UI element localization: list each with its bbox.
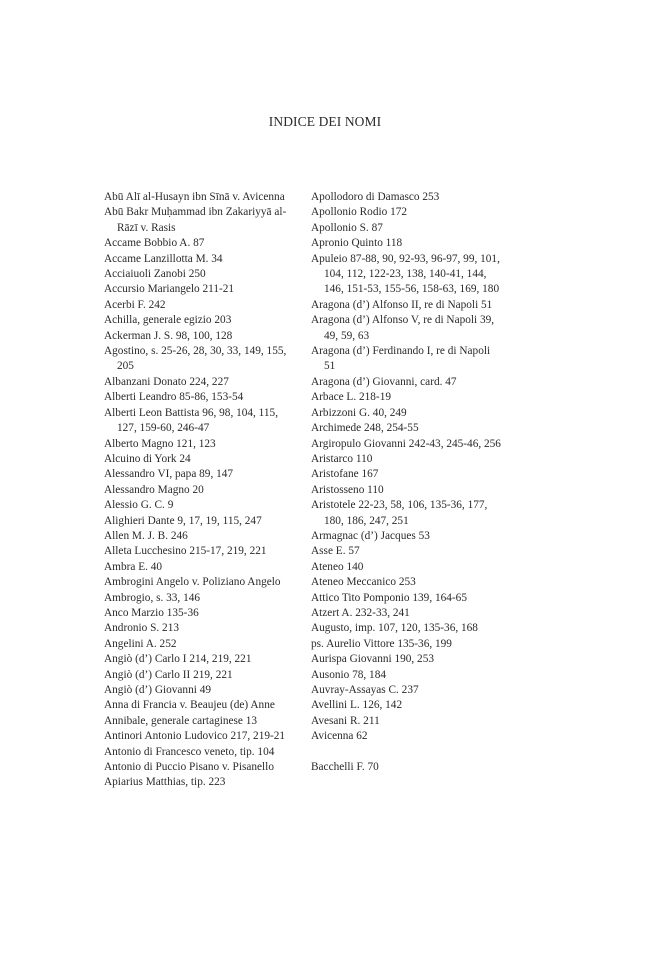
index-entry: Alessandro Magno 20 <box>104 483 204 496</box>
index-entry: Alleta Lucchesino 215-17, 219, 221 <box>104 545 267 558</box>
index-entry: Aristofane 167 <box>311 468 379 481</box>
index-entry: Accame Bobbio A. 87 <box>104 237 205 250</box>
index-entry: Antonio di Puccio Pisano v. Pisanello <box>104 761 274 774</box>
index-entry: Angiò (d’) Giovanni 49 <box>104 684 211 696</box>
index-entry: Apuleio 87-88, 90, 92-93, 96-97, 99, 101, 104, 112, 122-23, 138, 140-41, 144, 146, 151-53, 155-56, 158-63, 169, 180 <box>311 252 500 296</box>
index-entry: Aristosseno 110 <box>311 483 384 496</box>
index-entry: ps. Aurelio Vittore 135-36, 199 <box>311 637 452 650</box>
index-entry: Augusto, imp. 107, 120, 135-36, 168 <box>311 622 478 635</box>
index-entry: Accame Lanzillotta M. 34 <box>104 252 223 265</box>
index-entry: Abū Alī al-Husayn ibn Sīnā v. Avicenna <box>104 191 285 203</box>
index-entry: Achilla, generale egizio 203 <box>104 314 232 327</box>
index-entry: Bacchelli F. 70 <box>311 761 379 774</box>
index-entry: Ackerman J. S. 98, 100, 128 <box>104 329 233 342</box>
index-entry: Ateneo Meccanico 253 <box>311 576 416 589</box>
index-entry: Antonio di Francesco veneto, tip. 104 <box>104 745 275 758</box>
index-entry: Attico Tito Pomponio 139, 164-65 <box>311 591 467 604</box>
index-entry: Abū Bakr Muḥammad ibn Zakariyyā al-Rāzī v. Rasis <box>104 206 287 234</box>
index-entry: Avicenna 62 <box>311 730 368 743</box>
index-entry: Angiò (d’) Carlo I 214, 219, 221 <box>104 653 252 666</box>
index-entry: Ambrogini Angelo v. Poliziano Angelo <box>104 576 281 589</box>
index-entry: Accursio Mariangelo 211-21 <box>104 283 235 296</box>
index-entry: Apollonio Rodio 172 <box>311 206 408 219</box>
index-entry: Aragona (d’) Giovanni, card. 47 <box>311 375 457 388</box>
index-entry: Allen M. J. B. 246 <box>104 529 188 542</box>
index-entry: Avesani R. 211 <box>311 714 380 727</box>
index-entry: Aristotele 22-23, 58, 106, 135-36, 177, 180, 186, 247, 251 <box>311 499 488 527</box>
index-entry: Angiò (d’) Carlo II 219, 221 <box>104 668 233 681</box>
index-entry: Aristarco 110 <box>311 452 373 465</box>
index-entry: Atzert A. 232-33, 241 <box>311 606 410 619</box>
index-entry: Arbace L. 218-19 <box>311 391 391 404</box>
index-entry: Aragona (d’) Alfonso V, re di Napoli 39, 49, 59, 63 <box>311 314 495 342</box>
index-entry: Alberti Leandro 85-86, 153-54 <box>104 391 244 404</box>
index-entry: Acerbi F. 242 <box>104 298 166 311</box>
index-entry: Argiropulo Giovanni 242-43, 245-46, 256 <box>311 437 501 450</box>
index-entry: Alcuino di York 24 <box>104 452 191 465</box>
index-entry: Angelini A. 252 <box>104 637 177 650</box>
index-entry: Andronio S. 213 <box>104 622 180 635</box>
index-entry: Ateneo 140 <box>311 560 364 573</box>
index-entry: Alighieri Dante 9, 17, 19, 115, 247 <box>104 514 262 527</box>
index-entry: Apollodoro di Damasco 253 <box>311 191 440 203</box>
index-entry: Antinori Antonio Ludovico 217, 219-21 <box>104 730 286 743</box>
index-entry: Annibale, generale cartaginese 13 <box>104 714 258 727</box>
index-entry: Apiarius Matthias, tip. 223 <box>104 776 226 789</box>
page-title: INDICE DEI NOMI <box>268 114 382 129</box>
index-column-left <box>104 190 300 791</box>
index-entry: Anco Marzio 135-36 <box>104 606 199 619</box>
index-entry: Arbizzoni G. 40, 249 <box>311 406 407 419</box>
index-entry: Avellini L. 126, 142 <box>311 699 403 712</box>
index-entry: Apollonio S. 87 <box>311 221 383 234</box>
index-entry: Aurispa Giovanni 190, 253 <box>311 653 434 666</box>
index-entry: Asse E. 57 <box>311 545 360 558</box>
index-entry: Apronio Quinto 118 <box>311 237 403 250</box>
index-entry: Aragona (d’) Alfonso II, re di Napoli 51 <box>311 298 493 311</box>
index-entry: Ambrogio, s. 33, 146 <box>104 591 201 604</box>
index-entry: Archimede 248, 254-55 <box>311 422 419 435</box>
index-entry: Alessio G. C. 9 <box>104 499 174 512</box>
index-entry: Ambra E. 40 <box>104 560 163 573</box>
index-column-right <box>311 190 503 775</box>
index-entry: Alberto Magno 121, 123 <box>104 437 216 450</box>
index-entry: Agostino, s. 25-26, 28, 30, 33, 149, 155, 205 <box>104 345 287 373</box>
index-entry: Alberti Leon Battista 96, 98, 104, 115, 127, 159-60, 246-47 <box>104 406 279 435</box>
index-entry: Aragona (d’) Ferdinando I, re di Napoli 51 <box>311 345 491 373</box>
index-entry: Albanzani Donato 224, 227 <box>104 375 229 388</box>
index-entry: Alessandro VI, papa 89, 147 <box>104 468 234 481</box>
index-entry: Armagnac (d’) Jacques 53 <box>311 529 430 542</box>
index-entry: Ausonio 78, 184 <box>311 668 387 681</box>
index-entry: Anna di Francia v. Beaujeu (de) Anne <box>104 699 275 712</box>
index-entry: Acciaiuoli Zanobi 250 <box>104 268 206 281</box>
index-entry: Auvray-Assayas C. 237 <box>311 684 419 696</box>
